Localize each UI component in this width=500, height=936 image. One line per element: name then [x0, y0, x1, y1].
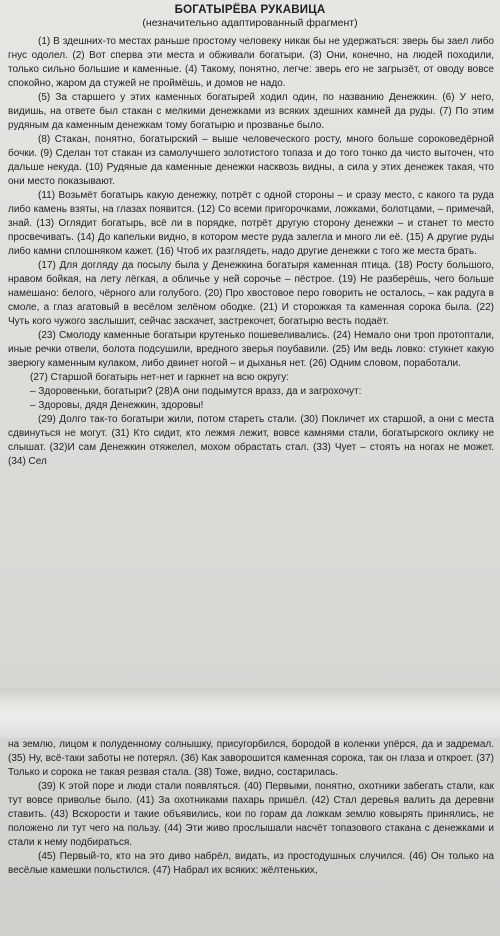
paragraph-7: (29) Долго так-то богатыри жили, потом стареть стали. (30) Покличет их старшой, а они с места сдвинуться не могут. (31) Кто сидит, кто лежмя лежит, вовсе камнями стали, богатырского оклику не слышат. (32)И сам Денежкин отяжелел, мохом обрастать стал. (33) Чует – стоять на ногах не может. (34) Сел [8, 414, 494, 467]
body-text-bottom [8, 738, 494, 878]
page-gap [0, 688, 500, 738]
dialog-line-1: (27) Старшой богатырь нет-нет и гаркнет на всю округу: [30, 372, 290, 383]
document-page-bottom [0, 738, 500, 936]
paragraph-8: (39) К этой поре и люди стали появляться. (40) Первыми, понятно, охотники забегать стали, как тут вовсе приволье было. (41) За охотниками пахарь пришёл. (42) Стал деревья валить да деревни ставить. (43) Вскорости и такие объявились, кои по горам да ложкам землю ковырять принялись, не положено ли тут чего на пользу. (44) Эти живо прослышали насчёт топазового стакана с денежками и стали к нему подбираться. [8, 781, 494, 848]
document-title: БОГАТЫРЁВА РУКАВИЦА [174, 4, 326, 16]
paragraph-5: (17) Для догляду да посылу была у Денежкина богатыря каменная птица. (18) Росту большого, нравом бойкая, на лету лёгкая, а обличье у ней сорочье – пёстрое. (19) Не разберёшь, чего больше намешано: белого, чёрного али голубого. (20) Про хвостовое перо говорить не осталось, – как радуга в смоле, а глаз агатовый в весёлом зелёном ободке. (21) И сторожкая та каменная сорока была. (22) Чуть кого чужого заслышит, сейчас заскачет, застрекочет, богатырю весть подаёт. [8, 260, 494, 327]
paragraph-continued: на землю, лицом к полуденному солнышку, присугорбился, бородой в коленки упёрся, да и задремал. (35) Ну, всё-таки заботы не потерял. (36) Как заворошится каменная сорока, так он глаза и откроет. (37) Только и сорока не такая резвая стала. (38) Тоже, видно, состарилась. [8, 739, 494, 778]
dialog-line-3: – Здоровы, дядя Денежкин, здоровы! [30, 400, 204, 411]
document-subtitle: (незначительно адаптированный фрагмент) [142, 17, 358, 29]
dialog-line-2: – Здоровеньки, богатыри? (28)А они подымутся вразз, да и загрохочут: [30, 386, 362, 397]
paragraph-6: (23) Смолоду каменные богатыри крутенько пошевеливались. (24) Немало они троп протоптали, иные речки отвели, болота подсушили, вредного зверья поубавили. (25) Им ведь ловко: стукнет какую зверюгу каменным кулаком, либо двинет ногой – и дыханья нет. (26) Одним словом, поработали. [8, 330, 494, 369]
paragraph-2: (5) За старшего у этих каменных богатырей ходил один, по названию Денежкин. (6) У него, видишь, на ответе был стакан с мелкими денежками из всяких здешних камней да руды. (7) По этим рудяным да каменным денежкам тому богатырю и прозванье было. [8, 92, 494, 131]
paragraph-4: (11) Возьмёт богатырь какую денежку, потрёт с одной стороны – и сразу место, с какого та руда либо камень взяты, на глазах появится. (12) Со всеми пригорочками, ложками, болотцами, – примечай, знай. (13) Оглядит богатырь, всё ли в порядке, потрёт другую сторону денежки – и станет то место просвечивать. (14) До капельки видно, в котором месте руда залегла и много ли её. (15) А другие руды либо камни сплошняком кажет. (16) Чтоб их разглядеть, надо другие денежки с того же места брать. [8, 190, 494, 257]
paragraph-9: (45) Первый-то, кто на это диво набрёл, видать, из простодушных случился. (46) Он только на весёлые камешки польстился. (47) Набрал их всяких: жёлтеньких, [8, 851, 494, 876]
paragraph-1: (1) В здешних-то местах раньше простому человеку никак бы не удержаться: зверь бы заел либо гнус одолел. (2) Вот сперва эти места и обживали богатыри. (3) Они, конечно, на людей походили, только сильно большие и каменные. (4) Такому, понятно, легче: зверь его не загрызёт, от оводу вовсе спокойно, жаром да стужей не проймёшь, и домов не надо. [8, 36, 494, 89]
body-text-top [8, 35, 494, 469]
paragraph-3: (8) Стакан, понятно, богатырский – выше человеческого росту, много больше сороковедёрной бочки. (9) Сделан тот стакан из самолучшего золотистого топаза и до того тонко да чисто выточен, что дальше некуда. (10) Рудяные да каменные денежки насквозь видны, а сила у этих денежек такая, что они место показывают. [8, 134, 494, 187]
